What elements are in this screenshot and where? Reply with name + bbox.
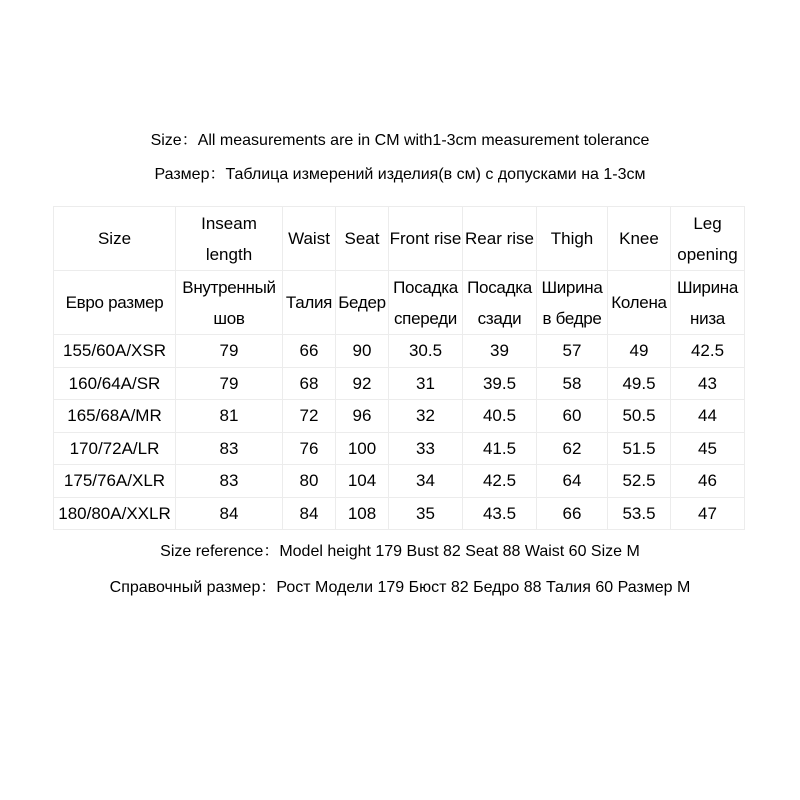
- table-cell: 60: [537, 400, 608, 433]
- table-cell: 49: [608, 335, 671, 368]
- table-cell: 40.5: [463, 400, 537, 433]
- table-cell: 33: [389, 432, 463, 465]
- table-cell: 58: [537, 367, 608, 400]
- table-row: [54, 335, 745, 368]
- table-cell: 53.5: [608, 497, 671, 530]
- table-cell: 45: [671, 432, 745, 465]
- header-cell: Leg opening: [671, 207, 745, 271]
- table-cell: 165/68A/MR: [54, 400, 176, 433]
- table-cell: 43: [671, 367, 745, 400]
- table-cell: 43.5: [463, 497, 537, 530]
- table-cell: 68: [283, 367, 336, 400]
- table-cell: 35: [389, 497, 463, 530]
- header-row-ru: [54, 271, 745, 335]
- table-cell: 31: [389, 367, 463, 400]
- table-cell: 30.5: [389, 335, 463, 368]
- table-cell: 47: [671, 497, 745, 530]
- table-cell: 84: [176, 497, 283, 530]
- header-cell: Бедер: [336, 271, 389, 335]
- header-cell: Waist: [283, 207, 336, 271]
- table-cell: 46: [671, 465, 745, 498]
- size-chart-table: [53, 206, 745, 530]
- table-cell: 42.5: [671, 335, 745, 368]
- header-cell: Knee: [608, 207, 671, 271]
- table-cell: 83: [176, 432, 283, 465]
- table-cell: 83: [176, 465, 283, 498]
- table-cell: 57: [537, 335, 608, 368]
- header-cell: Ширина низа: [671, 271, 745, 335]
- header-cell: Seat: [336, 207, 389, 271]
- table-cell: 84: [283, 497, 336, 530]
- size-reference-en: Size reference：Model height 179 Bust 82 Seat 88 Waist 60 Size M: [160, 543, 640, 560]
- size-reference-ru: Справочный размер：Рост Модели 179 Бюст 82 Бедро 88 Талия 60 Размер M: [109, 579, 691, 596]
- table-cell: 42.5: [463, 465, 537, 498]
- table-cell: 81: [176, 400, 283, 433]
- measurement-note-en: Size：All measurements are in CM with1-3cm measurement tolerance: [150, 132, 650, 149]
- header-cell: Ширина в бедре: [537, 271, 608, 335]
- table-cell: 104: [336, 465, 389, 498]
- table-cell: 39.5: [463, 367, 537, 400]
- header-cell: Талия: [283, 271, 336, 335]
- table-cell: 92: [336, 367, 389, 400]
- table-cell: 79: [176, 367, 283, 400]
- header-cell: Посадка спереди: [389, 271, 463, 335]
- table-cell: 41.5: [463, 432, 537, 465]
- table-cell: 100: [336, 432, 389, 465]
- table-cell: 72: [283, 400, 336, 433]
- table-cell: 66: [283, 335, 336, 368]
- table-cell: 175/76A/XLR: [54, 465, 176, 498]
- table-cell: 62: [537, 432, 608, 465]
- table-cell: 64: [537, 465, 608, 498]
- header-cell: Front rise: [389, 207, 463, 271]
- table-cell: 51.5: [608, 432, 671, 465]
- table-row: [54, 400, 745, 433]
- table-cell: 170/72A/LR: [54, 432, 176, 465]
- header-cell: Thigh: [537, 207, 608, 271]
- table-row: [54, 465, 745, 498]
- table-cell: 96: [336, 400, 389, 433]
- table-cell: 49.5: [608, 367, 671, 400]
- table-cell: 155/60A/XSR: [54, 335, 176, 368]
- table-cell: 44: [671, 400, 745, 433]
- measurement-note-ru: Размер：Таблица измерений изделия(в см) с допусками на 1-3см: [154, 166, 646, 183]
- table-cell: 160/64A/SR: [54, 367, 176, 400]
- table-row: [54, 432, 745, 465]
- header-row-en: [54, 207, 745, 271]
- table-cell: 52.5: [608, 465, 671, 498]
- table-cell: 79: [176, 335, 283, 368]
- table-cell: 32: [389, 400, 463, 433]
- table-row: [54, 497, 745, 530]
- table-cell: 180/80A/XXLR: [54, 497, 176, 530]
- header-cell: Rear rise: [463, 207, 537, 271]
- header-cell: Колена: [608, 271, 671, 335]
- table-row: [54, 367, 745, 400]
- table-cell: 90: [336, 335, 389, 368]
- table-cell: 80: [283, 465, 336, 498]
- table-cell: 34: [389, 465, 463, 498]
- header-cell: Size: [54, 207, 176, 271]
- table-cell: 76: [283, 432, 336, 465]
- header-cell: Inseam length: [176, 207, 283, 271]
- header-cell: Посадка сзади: [463, 271, 537, 335]
- table-cell: 50.5: [608, 400, 671, 433]
- table-cell: 108: [336, 497, 389, 530]
- header-cell: Евро размер: [54, 271, 176, 335]
- header-cell: Внутренный шов: [176, 271, 283, 335]
- table-cell: 39: [463, 335, 537, 368]
- table-cell: 66: [537, 497, 608, 530]
